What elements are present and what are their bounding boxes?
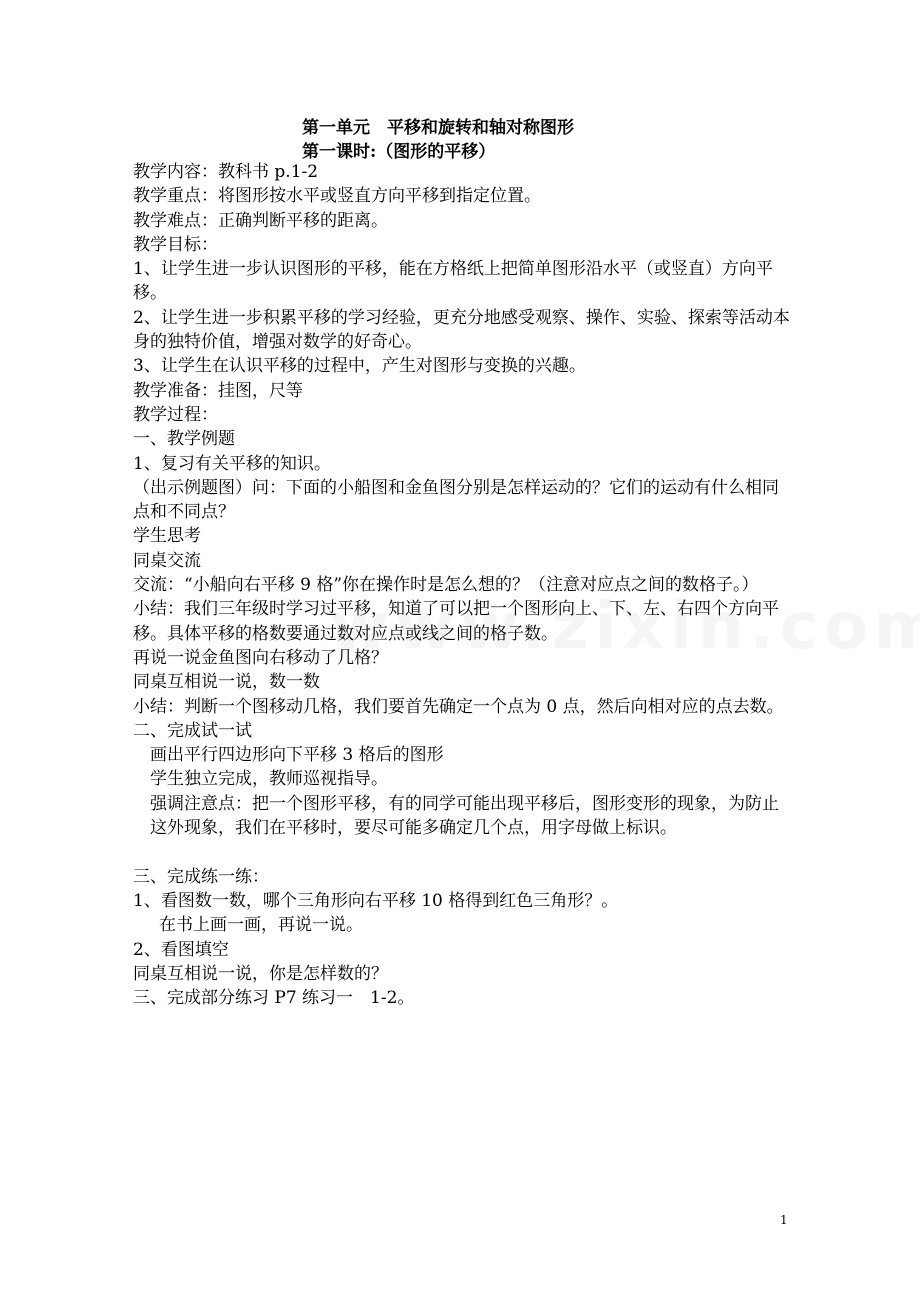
process-step: 同桌互相说一说，你是怎样数的？ xyxy=(133,963,388,984)
goal-item: 1、让学生进一步认识图形的平移，能在方格纸上把简单图形沿水平（或竖直）方向平移。 xyxy=(133,259,773,304)
exchange-question: 交流：“小船向右平移 9 格”你在操作时是怎么想的？（注意对应点之间的数格子。） xyxy=(133,575,759,596)
process-heading: 教学过程： xyxy=(133,404,218,425)
practice-subitem: 在书上画一画，再说一说。 xyxy=(159,915,363,936)
process-step: 画出平行四边形向下平移 3 格后的图形 xyxy=(150,745,444,766)
process-step: 学生独立完成，教师巡视指导。 xyxy=(150,769,388,790)
goal-item: 3、让学生在认识平移的过程中，产生对图形与变换的兴趣。 xyxy=(133,356,586,377)
teaching-preparation: 教学准备：挂图，尺等 xyxy=(133,380,303,401)
summary-paragraph: 小结：我们三年级时学习过平移，知道了可以把一个图形向上、下、左、右四个方向平移。具体平移的格数要通过数对应点或线之间的格子数。 xyxy=(133,599,779,644)
teaching-content: 教学内容：教科书 p.1-2 xyxy=(133,162,319,182)
teaching-difficulty: 教学难点：正确判断平移的距离。 xyxy=(133,210,388,231)
goal-item: 2、让学生进一步积累平移的学习经验，更充分地感受观察、操作、实验、探索等活动本身的独特价值，增强对数学的好奇心。 xyxy=(133,307,790,353)
lesson-body xyxy=(133,160,793,1010)
section-heading: 一、教学例题 xyxy=(133,429,235,450)
emphasis-paragraph: 强调注意点：把一个图形平移，有的同学可能出现平移后，图形变形的现象，为防止这外现象，我们在平移时，要尽可能多确定几个点，用字母做上标识。 xyxy=(150,793,779,839)
teaching-key-point: 教学重点：将图形按水平或竖直方向平移到指定位置。 xyxy=(133,186,541,207)
process-step: 同桌交流 xyxy=(133,550,201,571)
lesson-subtitle: 第一课时:（图形的平移） xyxy=(302,142,496,162)
blank-line xyxy=(133,840,793,864)
section-heading: 三、完成部分练习 P7 练习一 1-2。 xyxy=(133,988,415,1009)
page-number: 1 xyxy=(780,1213,788,1227)
goals-heading: 教学目标： xyxy=(133,234,218,255)
document-title: 第一单元 平移和旋转和轴对称图形 xyxy=(302,118,574,138)
process-step: 学生思考 xyxy=(133,526,201,547)
process-step: 1、复习有关平移的知识。 xyxy=(133,453,331,474)
practice-item: 2、看图填空 xyxy=(133,939,229,960)
example-question: （出示例题图）问：下面的小船图和金鱼图分别是怎样运动的？它们的运动有什么相同点和不同点？ xyxy=(133,477,779,523)
practice-item: 1、看图数一数，哪个三角形向右平移 10 格得到红色三角形？。 xyxy=(133,890,619,911)
section-heading: 二、完成试一试 xyxy=(133,720,252,741)
section-heading: 三、完成练一练： xyxy=(133,866,269,887)
process-step: 同桌互相说一说，数一数 xyxy=(133,672,320,693)
summary-paragraph: 小结：判断一个图移动几格，我们要首先确定一个点为 0 点，然后向相对应的点去数。 xyxy=(133,696,784,717)
process-step: 再说一说金鱼图向右移动了几格？ xyxy=(133,647,388,668)
